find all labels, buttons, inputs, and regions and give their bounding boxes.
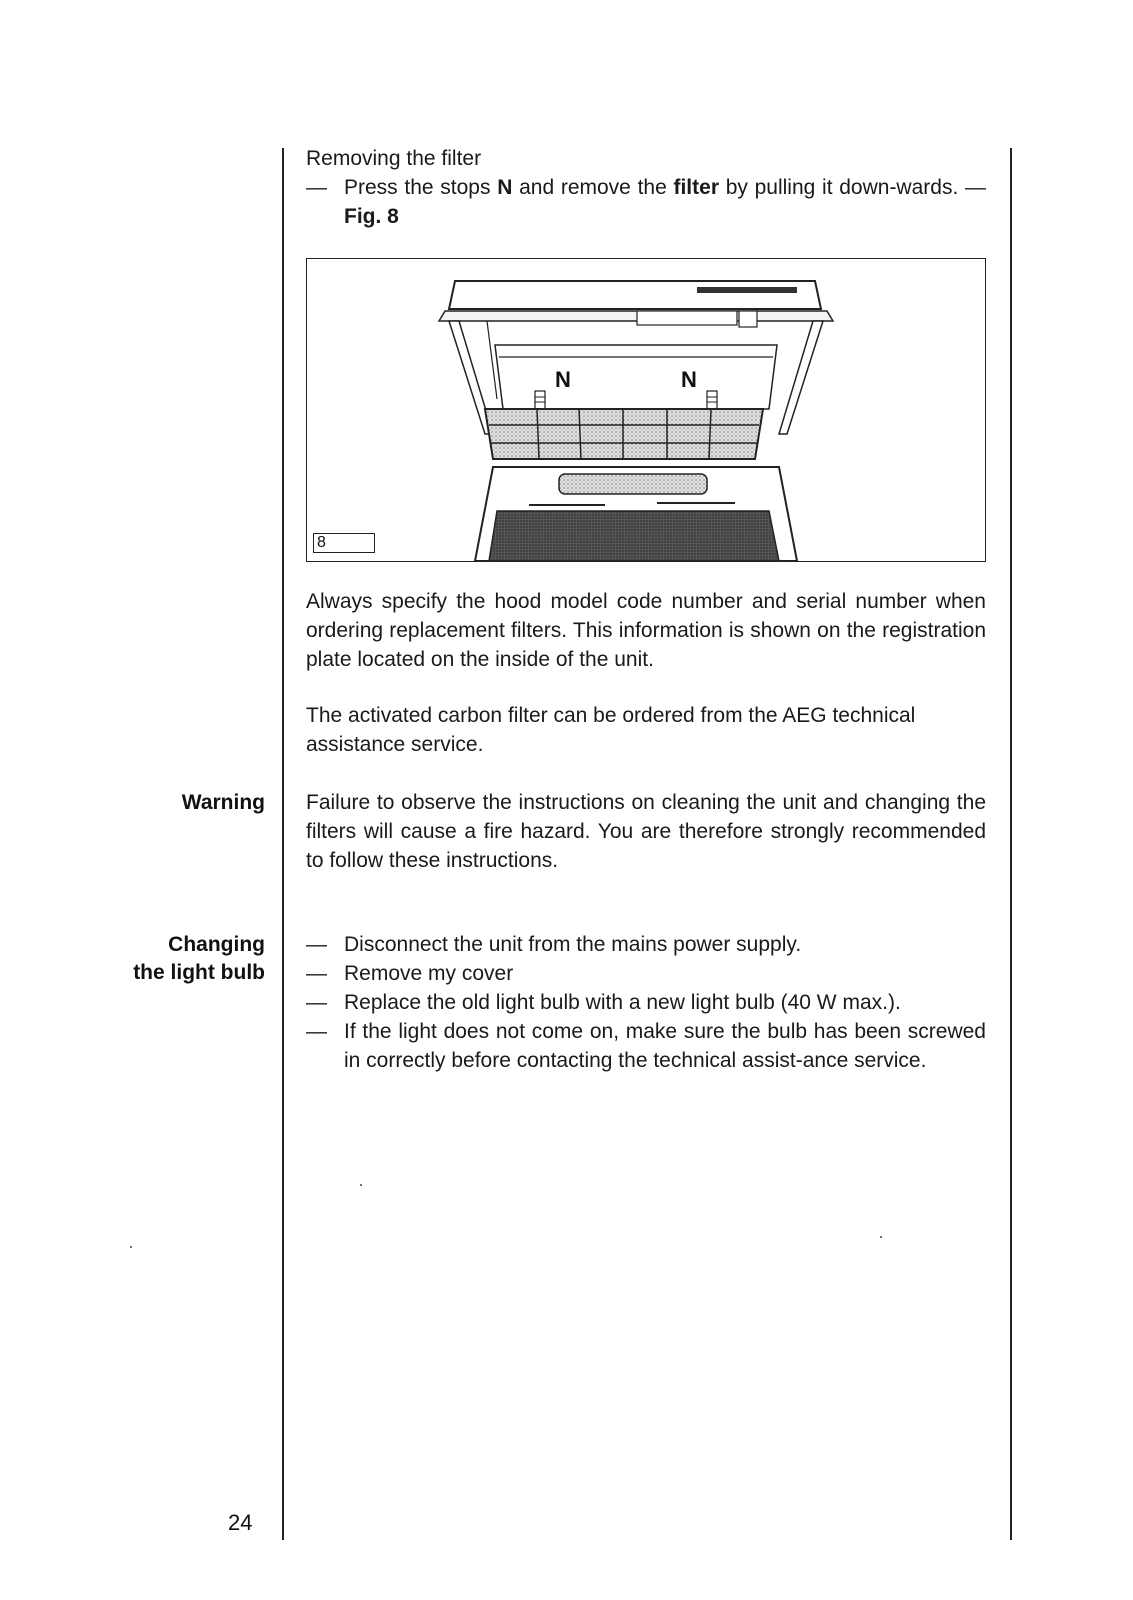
filter-term: filter <box>673 176 719 199</box>
left-column-rule <box>282 148 284 1540</box>
scan-speck <box>880 1236 882 1238</box>
changing-light-bulb-heading: Changing the light bulb <box>133 933 265 984</box>
list-item: — Disconnect the unit from the mains power supply. <box>306 933 802 956</box>
stops-label: N <box>497 176 513 199</box>
page-number: 24 <box>228 1510 253 1535</box>
light-bulb-steps <box>306 930 986 1075</box>
replacement-filters-paragraph: Always specify the hood model code number and serial number when ordering replacement filters. This information is shown on the registration plate located on the inside of the unit. <box>306 590 986 671</box>
scan-speck <box>130 1246 132 1248</box>
scan-speck <box>360 1184 362 1186</box>
removing-filter-section <box>306 144 986 231</box>
warning-heading: Warning <box>181 791 265 814</box>
figure-reference: Fig. 8 <box>344 205 399 228</box>
warning-paragraph: Failure to observe the instructions on cleaning the unit and changing the filters will cause a fire hazard. You are therefore strongly recommended to follow these instructions. <box>306 791 986 872</box>
stop-label-left: N <box>555 367 571 392</box>
list-item: — Replace the old light bulb with a new light bulb (40 W max.). <box>306 991 901 1014</box>
removing-filter-step: — Press the stops N and remove the filter by pulling it down-wards. — Fig. 8 <box>306 173 986 231</box>
right-column-rule <box>1010 148 1012 1540</box>
list-item: — Remove my cover <box>306 962 514 985</box>
list-item: — If the light does not come on, make sure the bulb has been screwed in correctly before contacting the technical assist-ance service. <box>306 1020 986 1072</box>
dash-mark: — <box>306 176 327 199</box>
hood-filter-drawing <box>307 259 985 561</box>
removing-filter-heading: Removing the filter <box>306 147 482 170</box>
figure-number-box: 8 <box>313 533 375 553</box>
stop-label-right: N <box>681 367 697 392</box>
figure-8-illustration <box>306 258 986 562</box>
carbon-filter-paragraph: The activated carbon filter can be ordered from the AEG technical assistance service. <box>306 704 916 756</box>
